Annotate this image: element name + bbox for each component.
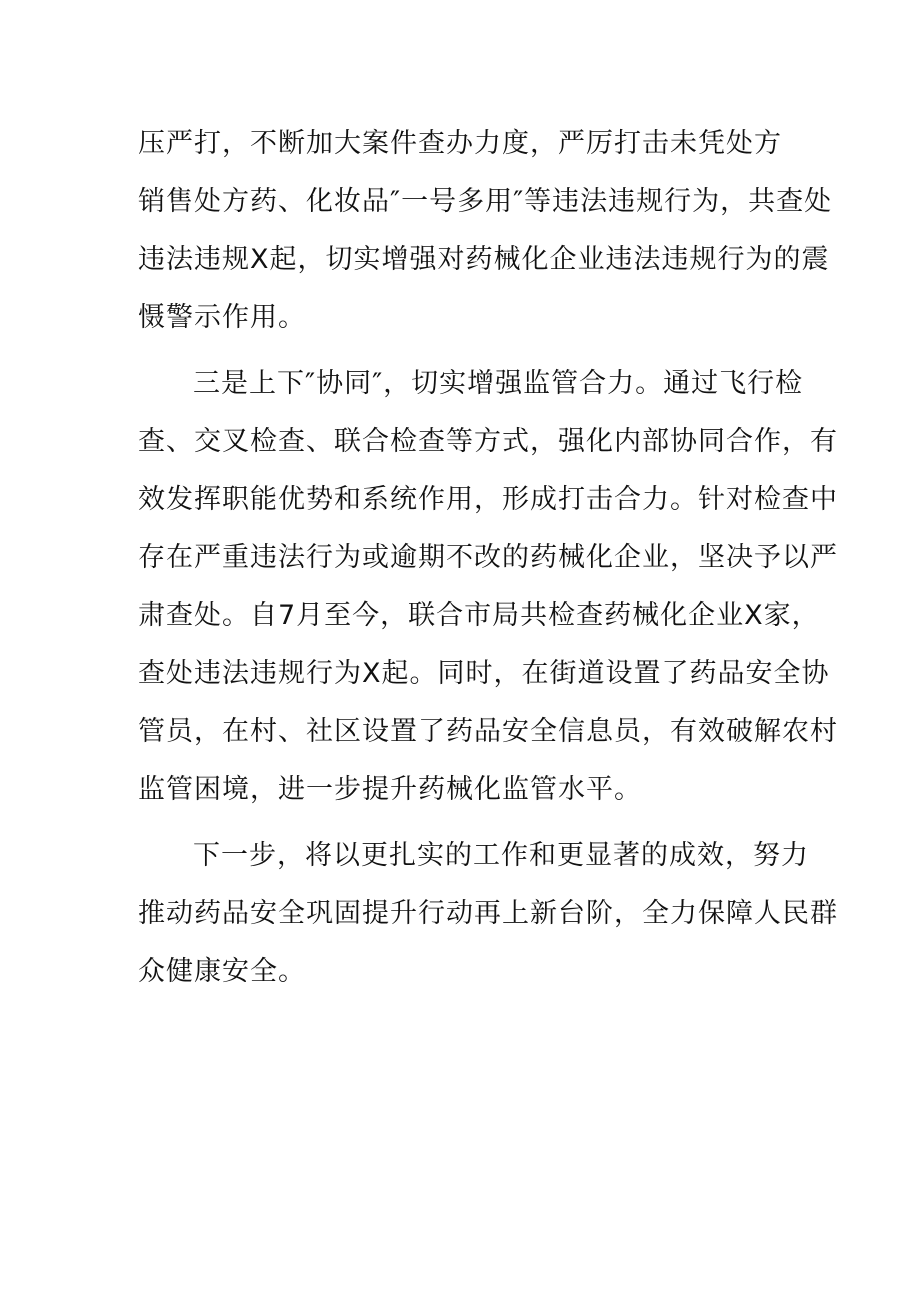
text-line: 三是上下″协同″，切实增强监管合力。通过飞行检 (193, 368, 804, 399)
text-line: 肃查处。自7月至今，联合市局共检查药械化企业X家， (138, 600, 820, 631)
text-line: 查、交叉检查、联合检查等方式，强化内部协同合作，有 (138, 426, 838, 457)
text-line: 效发挥职能优势和系统作用，形成打击合力。针对检查中 (138, 484, 838, 515)
text-line: 压严打，不断加大案件查办力度，严厉打击未凭处方 (138, 128, 782, 159)
text-line: 管员，在村、社区设置了药品安全信息员，有效破解农村 (138, 716, 838, 747)
text-line: 众健康安全。 (138, 956, 306, 987)
text-line: 推动药品安全巩固提升行动再上新台阶，全力保障人民群 (138, 898, 838, 929)
text-line: 查处违法违规行为X起。同时，在街道设置了药品安全协 (138, 658, 830, 689)
text-line: 存在严重违法行为或逾期不改的药械化企业，坚决予以严 (138, 542, 838, 573)
text-line: 慑警示作用。 (138, 302, 306, 333)
text-line: 监管困境，进一步提升药械化监管水平。 (138, 774, 642, 805)
text-line: 下一步，将以更扎实的工作和更显著的成效，努力 (193, 840, 809, 871)
text-line: 违法违规X起，切实增强对药械化企业违法违规行为的震 (138, 244, 830, 275)
text-line: 销售处方药、化妆品″一号多用″等违法违规行为，共查处 (138, 186, 833, 217)
